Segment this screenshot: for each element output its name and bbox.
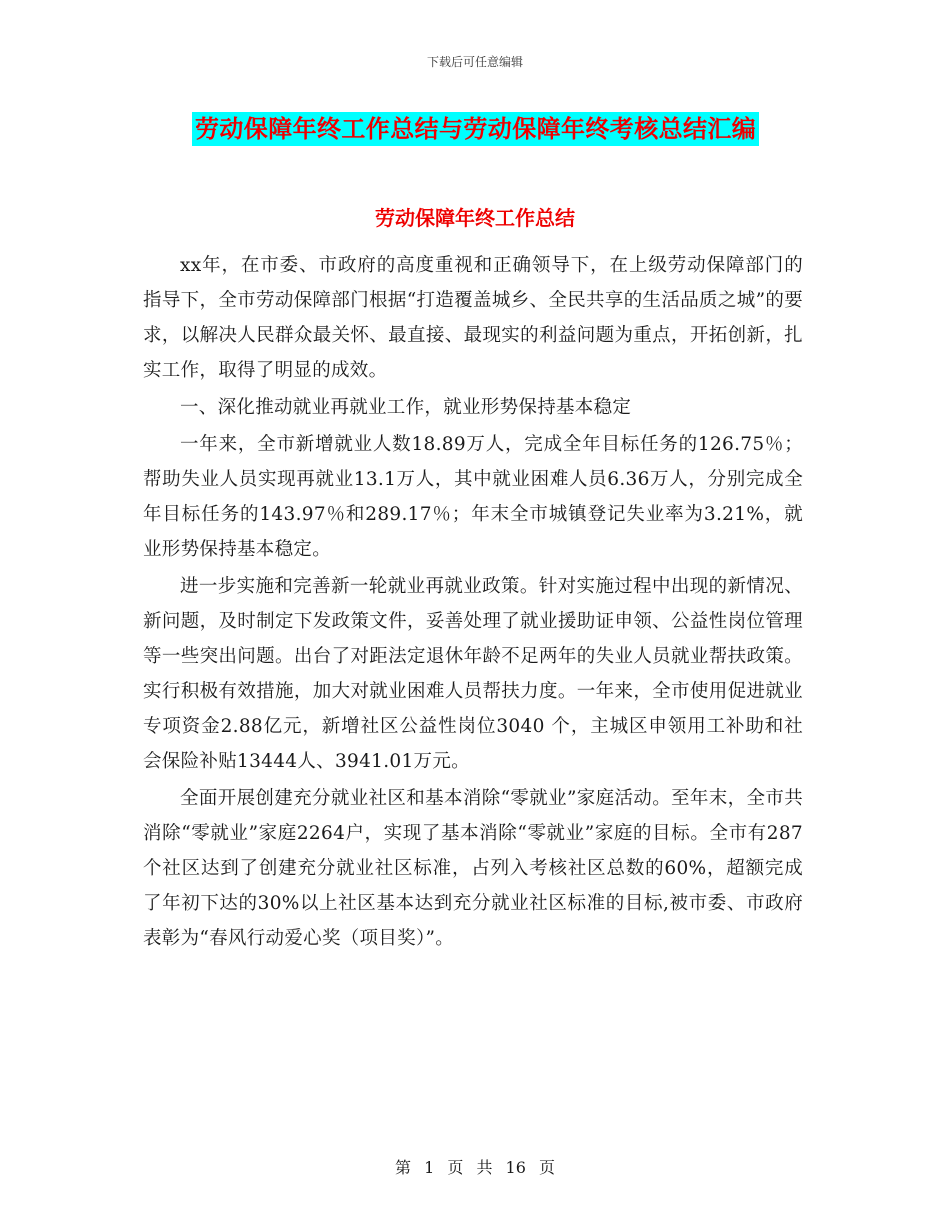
document-body [143,248,803,956]
paragraph-heading-1: 一、深化推动就业再就业工作，就业形势保持基本稳定 [180,397,632,418]
paragraph-intro: xx年，在市委、市政府的高度重视和正确领导下，在上级劳动保障部门的指导下，全市劳动保障部门根据“打造覆盖城乡、全民共享的生活品质之城”的要求，以解决人民群众最关怀、最直接、最现实的利益问题为重点，开拓创新，扎实工作，取得了明显的成效。 [143,255,803,381]
section-title: 劳动保障年终工作总结 [375,206,575,230]
paragraph-policy: 进一步实施和完善新一轮就业再就业政策。针对实施过程中出现的新情况、新问题，及时制定下发政策文件，妥善处理了就业援助证申领、公益性岗位管理等一些突出问题。出台了对距法定退休年龄不足两年的失业人员就业帮扶政策。实行积极有效措施，加大对就业困难人员帮扶力度。一年来，全市使用促进就业专项资金2.88亿元，新增社区公益性岗位3040 个，主城区申领用工补助和社会保险补贴13444人、3941.01万元。 [143,576,803,772]
paragraph-community: 全面开展创建充分就业社区和基本消除“零就业”家庭活动。至年末，全市共消除“零就业”家庭2264户，实现了基本消除“零就业”家庭的目标。全市有287个社区达到了创建充分就业社区标准，占列入考核社区总数的60%，超额完成了年初下达的30%以上社区基本达到充分就业社区标准的目标,被市委、市政府表彰为“春风行动爱心奖（项目奖）”。 [143,788,803,949]
document-title: 劳动保障年终工作总结与劳动保障年终考核总结汇编 [192,112,759,146]
page-number: 第 1 页 共 16 页 [395,1158,555,1177]
paragraph-employment-stats: 一年来，全市新增就业人数18.89万人，完成全年目标任务的126.75％；帮助失业人员实现再就业13.1万人，其中就业困难人员6.36万人，分别完成全年目标任务的143.97％和289.17％；年末全市城镇登记失业率为3.21%，就业形势保持基本稳定。 [143,434,803,560]
page-header-note: 下载后可任意编辑 [426,55,523,69]
